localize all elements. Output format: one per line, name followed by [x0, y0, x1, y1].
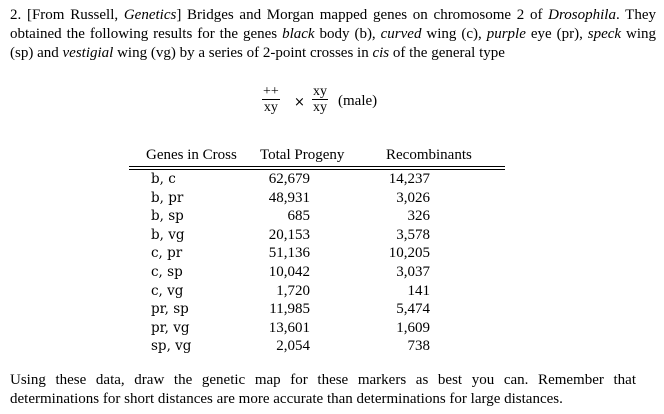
table-row-genes: pr, sp: [151, 301, 189, 318]
cross-diagram: [262, 82, 422, 122]
instructions-text: Using these data, draw the genetic map for these markers as best you can. Remember that determinations for short distances are more accurate than determinations for large distances.: [10, 372, 636, 407]
table-cell-recombinants: 738: [407, 338, 430, 355]
gene-purple: purple: [486, 26, 526, 42]
table-row-genes: pr, vg: [151, 319, 190, 336]
column-header-genes: Genes in Cross: [146, 147, 237, 163]
gene-speck: speck: [587, 26, 622, 42]
table-cell-progeny: 20,153: [268, 226, 310, 243]
problem-number: 2.: [10, 7, 22, 23]
table-row-genes: b, vg: [151, 226, 185, 243]
table-row-genes: b, c: [151, 171, 176, 187]
table-cell-recombinants: 3,037: [396, 263, 430, 280]
table-cell-recombinants: 5,474: [396, 301, 430, 318]
source-title: Genetics: [123, 7, 177, 23]
recombinants-column: [384, 170, 430, 356]
table-cell-recombinants: 1,609: [396, 319, 430, 336]
female-genotype: ++ xy: [263, 84, 279, 115]
table-row-genes: sp, vg: [151, 338, 192, 355]
table-cell-recombinants: 10,205: [388, 245, 430, 262]
table-row-genes: c, pr: [151, 245, 183, 262]
table-cell-progeny: 685: [287, 208, 310, 225]
problem-statement: 2. [From Russell, Genetics] Bridges and Morgan mapped genes on chromosome 2 of Drosophila. They obtained the following results for the genes black body (b), curved wing (c), purple eye (pr), speck wing (sp) and vestigial wing (vg) by a series of 2-point crosses in cis of the general type: [10, 7, 657, 61]
cis-term: cis: [372, 45, 390, 61]
gene-vestigial: vestigial: [62, 45, 114, 61]
organism-name: Drosophila: [548, 7, 616, 23]
table-cell-recombinants: 3,026: [396, 189, 430, 206]
table-cell-progeny: 51,136: [268, 245, 310, 262]
progeny-column: [260, 170, 310, 356]
header-rule-top: [129, 166, 505, 167]
table-cell-progeny: 1,720: [276, 282, 310, 299]
table-cell-recombinants: 3,578: [396, 226, 430, 243]
table-row-genes: b, sp: [151, 208, 184, 225]
gene-black: black: [282, 26, 315, 42]
column-header-progeny: Total Progeny: [260, 147, 345, 163]
table-cell-recombinants: 326: [407, 208, 430, 225]
table-cell-recombinants: 14,237: [388, 171, 430, 187]
cross-symbol: ×: [294, 95, 305, 110]
table-cell-progeny: 62,679: [268, 171, 310, 187]
table-cell-recombinants: 141: [407, 282, 430, 299]
table-row-genes: c, sp: [151, 263, 183, 280]
table-cell-progeny: 2,054: [276, 338, 310, 355]
male-label: (male): [338, 93, 378, 109]
table-row-genes: b, pr: [151, 189, 184, 206]
table-cell-progeny: 13,601: [268, 319, 310, 336]
table-cell-progeny: 11,985: [269, 301, 310, 318]
table-row-genes: c, vg: [151, 282, 184, 299]
table-cell-progeny: 10,042: [268, 263, 310, 280]
male-genotype: $\frac{xy}{xy}$: [313, 84, 327, 115]
gene-curved: curved: [380, 26, 422, 42]
column-header-recombinants: Recombinants: [386, 147, 472, 163]
table-cell-progeny: 48,931: [268, 189, 310, 206]
genes-column: [151, 170, 221, 356]
